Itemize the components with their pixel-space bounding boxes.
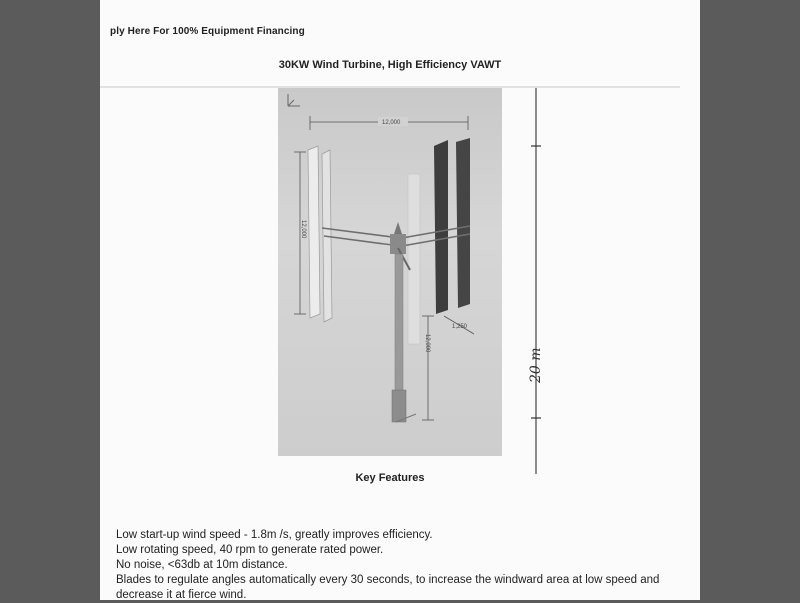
mast-base bbox=[392, 390, 406, 422]
turbine-drawing bbox=[278, 88, 502, 456]
width-dimension-label: 12,000 bbox=[382, 120, 401, 126]
mast bbox=[395, 254, 403, 394]
offset-label: 1,250 bbox=[452, 324, 468, 330]
blade-height-label: 12,000 bbox=[300, 220, 306, 239]
document-title: 30KW Wind Turbine, High Efficiency VAWT bbox=[278, 59, 502, 71]
key-features-heading: Key Features bbox=[355, 472, 425, 484]
feature-item: decrease it at fierce wind. bbox=[116, 589, 247, 601]
mast-height-dimension bbox=[422, 316, 434, 420]
axis-icon bbox=[288, 94, 300, 106]
left-blade bbox=[308, 146, 332, 322]
rear-blade bbox=[408, 174, 420, 344]
turbine-drawing-svg bbox=[278, 88, 502, 456]
handwritten-height-label: 20 m bbox=[528, 347, 544, 383]
feature-item: Low rotating speed, 40 rpm to generate rated power. bbox=[116, 544, 384, 556]
right-blade bbox=[434, 138, 470, 314]
feature-item: Low start-up wind speed - 1.8m /s, greatly improves efficiency. bbox=[116, 529, 433, 541]
mast-height-label: 12,000 bbox=[424, 334, 430, 353]
feature-item: No noise, <63db at 10m distance. bbox=[116, 559, 288, 571]
feature-item: Blades to regulate angles automatically every 30 seconds, to increase the windward area at low speed and bbox=[116, 574, 660, 586]
features-list bbox=[116, 528, 696, 603]
financing-banner: ply Here For 100% Equipment Financing bbox=[110, 26, 305, 37]
